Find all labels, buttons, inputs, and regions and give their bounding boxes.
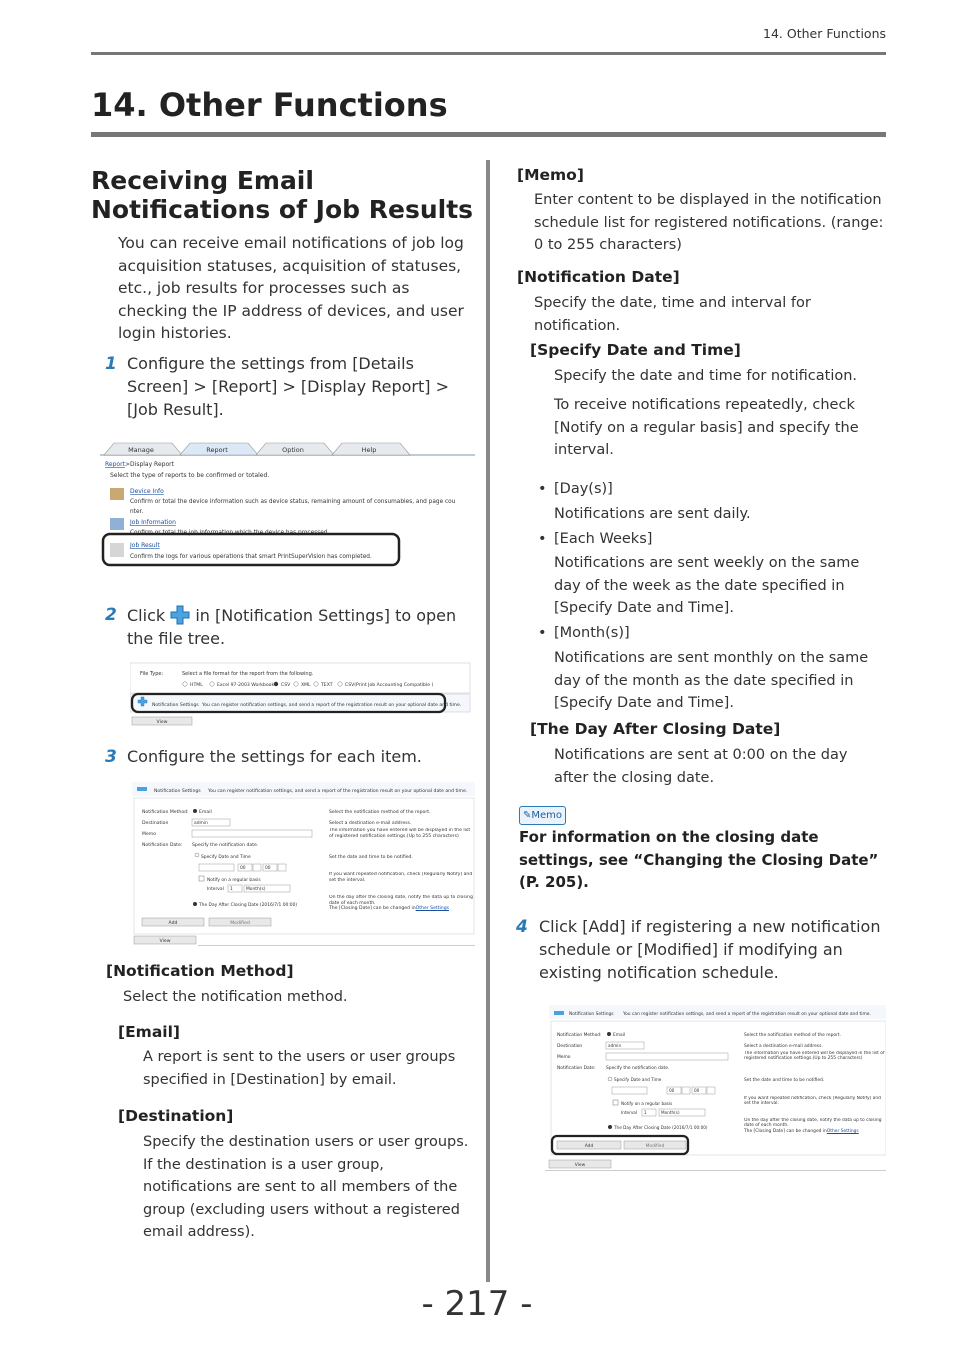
row-help: The information you have entered will be displayed in the list of registered notification settings.(Up to 255 characters)	[744, 1051, 885, 1062]
chapter-rule	[91, 132, 886, 137]
device-info-desc-2: nter.	[130, 509, 144, 515]
row-help: The [Closing Date] can be changed in	[329, 906, 416, 911]
plus-icon	[170, 605, 190, 625]
tab-manage[interactable]: Manage	[128, 446, 154, 454]
regular-label: Notify on a regular basis	[207, 878, 261, 883]
other-settings-link[interactable]: Other Settings	[826, 1128, 859, 1134]
hour-value: 00	[240, 866, 246, 871]
section-title: Receiving Email Notifications of Job Results	[91, 166, 474, 224]
modified-button-label: Modified	[230, 921, 250, 926]
notification-settings-header: Notification Settings	[154, 789, 201, 794]
format-option[interactable]: XML	[301, 683, 311, 688]
notification-date-hint: Specify the notification date.	[606, 1066, 670, 1071]
date-input[interactable]	[199, 864, 234, 871]
minute-value: 00	[694, 1088, 700, 1093]
report-menu-image	[100, 440, 475, 570]
row-label: Destination	[557, 1044, 583, 1049]
notification-method-text: Select the notification method.	[123, 989, 348, 1005]
header-rule	[91, 52, 886, 55]
file-type-label: File Type:	[140, 671, 164, 677]
destination-value: admin	[194, 821, 208, 826]
tab-report[interactable]: Report	[206, 446, 228, 454]
column-divider	[486, 160, 490, 1282]
notification-method-title: [Notification Method]	[106, 962, 294, 980]
notification-date-text: Specify the date, time and interval for notification.	[534, 295, 811, 334]
closing-label: The Day After Closing Date (2016/7/1 00:00)	[199, 903, 298, 908]
job-result-desc: Confirm the logs for various operations that smart PrintSuperVision has completed.	[130, 554, 372, 560]
regular-label: Notify on a regular basis	[621, 1101, 673, 1106]
screenshot-add-modified	[545, 1005, 886, 1173]
page-number: - 217 -	[421, 1284, 533, 1324]
step-number: 4	[516, 917, 528, 937]
bullet-dot: •	[538, 625, 547, 641]
memo-input[interactable]	[192, 830, 312, 837]
notification-settings-header: Notification Settings	[569, 1012, 614, 1017]
closing-date-title: [The Day After Closing Date]	[530, 720, 781, 738]
bullet-dot: •	[538, 531, 547, 547]
memo-badge	[519, 806, 566, 825]
row-label: Notification Method:	[142, 810, 189, 815]
memo-badge-label: Memo	[531, 810, 563, 821]
add-button-label: Add	[584, 1144, 594, 1149]
email-text: A report is sent to the users or user groups specified in [Destination] by email.	[143, 1049, 456, 1088]
row-help: Set the date and time to be notified.	[329, 855, 413, 860]
screenshot-report-menu	[100, 440, 475, 570]
file-type-hint: Select a file format for the report from the following.	[182, 671, 314, 677]
running-header: 14. Other Functions	[763, 26, 886, 41]
regular-checkbox[interactable]	[613, 1100, 618, 1105]
row-help: On the day after the closing date, notify the data up to closing date of each month.	[744, 1118, 882, 1129]
memo-input[interactable]	[606, 1053, 728, 1060]
bullet-dot: •	[538, 481, 547, 497]
row-help: The information you have entered will be displayed in the list of registered notification settings.(Up to 255 characters)	[329, 828, 471, 839]
device-info-link[interactable]: Device Info	[130, 488, 164, 495]
bullet-text: Notifications are sent weekly on the same day of the week as the date specified in [Specify Date and Time].	[554, 555, 860, 616]
method-value[interactable]: Email	[199, 810, 212, 815]
specify-radio[interactable]	[195, 853, 199, 857]
modified-button-label: Modified	[645, 1144, 665, 1149]
date-input[interactable]	[612, 1087, 647, 1094]
closing-radio[interactable]	[193, 902, 197, 906]
device-info-desc: Confirm or total the device information such as device status, remaining amount of consumables, and page cou	[130, 499, 456, 505]
memo-note: For information on the closing date settings, see “Changing the Closing Date” (P. 205).	[519, 828, 879, 891]
breadcrumb-link[interactable]: Report	[105, 461, 125, 468]
step-text	[127, 604, 472, 650]
job-result-link[interactable]: Job Result	[130, 542, 160, 549]
screenshot-file-type	[130, 660, 472, 726]
specify-label: Specify Date and Time	[614, 1077, 662, 1082]
step-number: 1	[105, 354, 117, 374]
instruction-text: Select the type of reports to be confirmed or totaled.	[110, 472, 270, 479]
minute-value: 00	[265, 866, 271, 871]
step-number: 2	[105, 605, 117, 625]
regular-checkbox[interactable]	[199, 876, 204, 881]
notification-date-hint: Specify the notification date.	[192, 843, 259, 848]
bullet-text: Notifications are sent daily.	[554, 506, 751, 522]
bullet-text: Notifications are sent monthly on the same day of the month as the date specified in [Specify Date and Time].	[554, 650, 869, 711]
step-text: Configure the settings from [Details Screen] > [Report] > [Display Report] > [Job Result].	[127, 354, 450, 419]
highlight-frame	[103, 534, 399, 565]
row-help: On the day after the closing date, notify the data up to closing date of each month.	[329, 895, 473, 906]
row-help: If you want repeated notification, check [Regularly Notify] and set the interval.	[744, 1096, 881, 1107]
interval-value: 1	[230, 887, 233, 892]
screenshot-notification-settings	[132, 782, 475, 948]
notification-settings-desc: You can register notification settings, and send a report of the registration result on your optional date and time.	[208, 789, 468, 794]
format-option[interactable]: CSV(Print Job Accounting Compatible )	[345, 683, 434, 688]
bullet-label: [Month(s)]	[554, 625, 630, 641]
row-label: Notification Method:	[557, 1033, 602, 1038]
row-help: Select the notification method of the report.	[744, 1033, 842, 1038]
document-icon	[110, 518, 124, 530]
step-text-before: Click	[127, 606, 166, 625]
printer-icon	[110, 488, 124, 500]
method-value[interactable]: Email	[613, 1033, 626, 1038]
row-help: Select a destination e-mail address.	[744, 1044, 823, 1049]
step-text: Click [Add] if registering a new notification schedule or [Modified] if modifying an existing notification schedule.	[539, 917, 881, 982]
format-option[interactable]: TEXT	[321, 683, 333, 688]
job-info-link[interactable]: Job Information	[130, 519, 176, 526]
format-option[interactable]: HTML	[190, 683, 203, 688]
notification-settings-desc: You can register notification settings, and send a report of the registration result on your optional date and time.	[623, 1012, 871, 1017]
view-button-label: View	[574, 1163, 586, 1168]
view-button-label: View	[159, 939, 171, 944]
breadcrumb-rest: >Display Report	[125, 461, 174, 468]
closing-label: The Day After Closing Date (2016/7/1 00:00)	[614, 1125, 708, 1130]
interval-label: Interval	[621, 1110, 638, 1115]
specify-date-text-1: Specify the date and time for notification.	[554, 368, 858, 384]
row-label: Memo	[557, 1055, 571, 1060]
email-title: [Email]	[118, 1023, 180, 1041]
row-help: Select a destination e-mail address.	[329, 821, 412, 826]
row-label: Notification Date:	[557, 1066, 596, 1071]
step-number: 3	[105, 747, 117, 767]
specify-radio[interactable]	[608, 1077, 612, 1081]
interval-label: Interval	[207, 887, 224, 892]
intro-paragraph: You can receive email notifications of job log acquisition statuses, acquisition of statuses, etc., job results for processes such as checking the IP address of devices, and user login histories.	[118, 234, 464, 342]
row-label: Notification Date:	[142, 843, 183, 848]
memo-text: Enter content to be displayed in the notification schedule list for registered notifications. (range: 0 to 255 characters)	[534, 192, 884, 253]
notification-settings-label: Notification Settings	[152, 703, 199, 708]
pencil-icon: ✎	[522, 810, 532, 821]
row-label: Destination	[142, 821, 169, 826]
job-info-desc: Confirm or total the job information which the device has processed.	[130, 530, 330, 536]
specify-label: Specify Date and Time	[201, 855, 251, 860]
bullet-label: [Day(s)]	[554, 481, 613, 497]
step-text-after: in [Notification Settings] to open the file tree.	[127, 606, 457, 648]
destination-value: admin	[608, 1043, 622, 1048]
row-label: Memo	[142, 832, 157, 837]
step-text: Configure the settings for each item.	[127, 747, 422, 766]
row-help: Select the notification method of the report.	[329, 810, 431, 815]
tab-help[interactable]: Help	[361, 446, 377, 454]
view-button-label: View	[156, 720, 168, 725]
closing-date-text: Notifications are sent at 0:00 on the day after the closing date.	[554, 747, 848, 786]
other-settings-link[interactable]: Other Settings	[415, 906, 450, 911]
notification-settings-desc: You can register notification settings, and send a report of the registration result on your optional date and time.	[202, 703, 462, 708]
closing-radio[interactable]	[608, 1125, 612, 1129]
memo-title: [Memo]	[517, 166, 584, 184]
destination-text: Specify the destination users or user groups. If the destination is a user group, notifications are sent to all members of the group (excluding users without a registered email address).	[143, 1134, 469, 1240]
format-option[interactable]: CSV	[281, 683, 291, 688]
row-help: The [Closing Date] can be changed in	[744, 1128, 827, 1134]
destination-title: [Destination]	[118, 1107, 234, 1125]
format-option[interactable]: Excel 97-2003 Workbook	[217, 683, 275, 688]
row-help: Set the date and time to be notified.	[744, 1078, 825, 1083]
specify-date-text-2: To receive notifications repeatedly, check [Notify on a regular basis] and specify the interval.	[554, 397, 859, 458]
tab-option[interactable]: Option	[282, 446, 304, 454]
bullet-label: [Each Weeks]	[554, 531, 653, 547]
interval-unit-value: Month(s)	[246, 887, 266, 892]
row-help: If you want repeated notification, check [Regularly Notify] and set the interval.	[329, 872, 473, 883]
interval-unit-value: Month(s)	[661, 1110, 680, 1115]
hour-value: 00	[669, 1088, 675, 1093]
notification-date-title: [Notification Date]	[517, 268, 680, 286]
add-button-label: Add	[168, 921, 178, 926]
specify-date-title: [Specify Date and Time]	[530, 341, 741, 359]
interval-value: 1	[644, 1110, 647, 1115]
chapter-title: 14. Other Functions	[91, 86, 448, 124]
